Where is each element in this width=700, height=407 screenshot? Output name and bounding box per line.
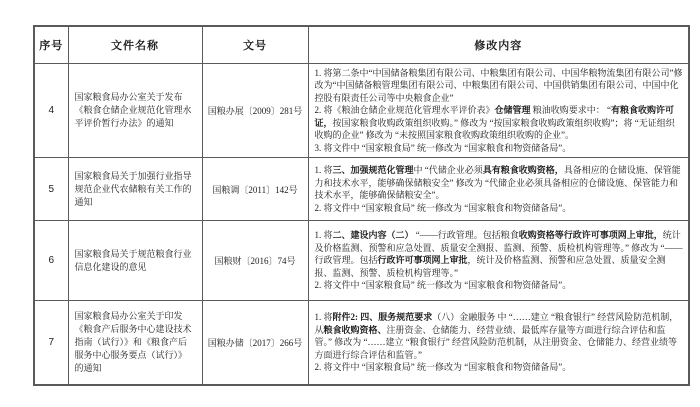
serial-number-cell: 7 [34, 301, 68, 385]
change-item [315, 311, 684, 361]
doc-number-cell: 国粮调〔2011〕142号 [202, 158, 308, 221]
change-text: ，统计及价格监测、预警和应急处置、质量安全测报、监测、预警、质检机构管理等。” [314, 255, 666, 278]
modification-content-cell [308, 158, 689, 221]
file-name-cell: 国家粮食局办公室关于印发《粮食产后服务中心建设技术指南（试行）》和《粮食产后服务中心服务要点（试行）》的通知 [68, 301, 202, 385]
change-item [315, 229, 684, 279]
file-name-cell: 国家粮食局关于规范粮食行业信息化建设的意见 [68, 221, 202, 301]
change-text: 3. 将文件中 “国家粮食局” 统一修改为 “国家粮食和物资储备局”。 [314, 142, 572, 153]
change-text-bold: 二、建设内容（二） [332, 230, 414, 241]
change-text: 2. 将《粮油仓储企业规范化管理水平评价表》 [314, 105, 495, 115]
change-text-bold: 三、加强规范化管理 [332, 165, 414, 175]
change-text: 2. 将文件中 “国家粮食局” 统一修改为 “国家粮食和物资储备局”。 [314, 280, 572, 291]
change-text-bold: 附件2: 四、服务规范要求 [332, 312, 433, 322]
file-name-cell: 国家粮食局办公室关于发布《粮食仓储企业规范化管理水平评价暂行办法》的通知 [68, 63, 202, 158]
table-header-row [34, 26, 689, 63]
change-text-bold: 仓储管理 [494, 105, 531, 115]
serial-number-cell: 5 [34, 158, 68, 221]
regulation-modification-table [33, 25, 690, 386]
modification-content-cell [308, 221, 689, 301]
change-text-bold: 粮食收购资格、 [323, 324, 387, 335]
change-text: 2. 将文件中 “国家粮食局” 统一修改为 “国家粮食和物资储备局”。 [314, 362, 572, 372]
doc-number-cell: 国粮办储〔2017〕266号 [202, 301, 308, 385]
table-body [34, 63, 689, 385]
change-text-bold: 具有粮食收购资格， [482, 165, 564, 175]
change-text: 按国家粮食收购政策组织收购。” 修改为 “按国家粮食收购政策组织收购”；将 “无证组织收购的企业” 修改为 “未按照国家粮食收购政策组织收购的企业”。 [314, 117, 675, 140]
change-item [315, 142, 684, 155]
table-row [34, 158, 689, 221]
change-text: 注册资金、仓储能力、经营业绩、最低库存量等方面进行综合评估和监管。” 修改为 “……建立 “粮食银行” 经营风险防范机制，从注册资金、仓储能力、经营业绩等方面进行综合评估和监管。” [314, 324, 677, 360]
table-row [34, 301, 689, 385]
change-item [315, 164, 684, 202]
change-text: “——行政管理。包括粮食 [413, 230, 519, 241]
doc-number-cell: 国粮财〔2016〕74号 [202, 221, 308, 301]
header-modification-content: 修改内容 [308, 26, 689, 63]
change-text: 1. 将 [314, 165, 333, 175]
change-text: 2. 将文件中 “国家粮食局” 统一修改为 “国家粮食和物资储备局”。 [314, 202, 572, 213]
table-row [34, 63, 689, 158]
file-name-cell: 国家粮食局关于加强行业指导规范企业代农储粮有关工作的通知 [68, 158, 202, 221]
change-text: （八）金融服务 中 “……建立 “粮食银行” 经营风险防范机制，从 [314, 312, 679, 335]
change-text: 1. 将第二条中“中国储备粮集团有限公司、中粮集团有限公司、中国华粮物流集团有限公司”修改为“中国储备粮管理集团有限公司、中粮集团有限公司、中国供销集团有限公司、中国中化控股有限责任公司等中央粮食企业” [314, 67, 683, 103]
change-text: 1. 将 [314, 312, 333, 322]
change-text: 统计及价格监测、预警和应急处置、质量安全测报、监测、预警、质检机构管理等。” 修改为 “——行政管理。包括 [314, 230, 683, 266]
change-text-bold: 有粮食收购许可证， [314, 105, 675, 128]
change-item [315, 67, 684, 105]
table-row [34, 221, 689, 301]
change-text: 中 “代储企业必须 [413, 165, 483, 175]
serial-number-cell: 6 [34, 221, 68, 301]
header-serial-number: 序号 [34, 26, 68, 63]
change-item [315, 104, 684, 142]
change-text: 具备相应的仓储设施、保管能力和技术水平，能够确保储粮安全” 修改为 “代储企业必须具备相应的仓储设施、保管能力和技术水平，能够确保储粮安全”。 [314, 165, 681, 200]
doc-number-cell: 国粮办展〔2009〕281号 [202, 63, 308, 158]
change-item [315, 202, 684, 215]
change-item [315, 279, 684, 292]
header-file-name: 文件名称 [68, 26, 202, 63]
change-text: 1. 将 [314, 230, 333, 241]
modification-content-cell [308, 301, 689, 385]
change-text: 粮油收购要求中： “ [530, 105, 612, 115]
change-text-bold: 收购资格等行政许可事项网上审批， [518, 230, 663, 241]
modification-content-cell [308, 63, 689, 158]
change-text-bold: 行政许可事项网上审批 [377, 255, 468, 266]
change-item [315, 361, 684, 374]
serial-number-cell: 4 [34, 63, 68, 158]
header-doc-number: 文号 [202, 26, 308, 63]
